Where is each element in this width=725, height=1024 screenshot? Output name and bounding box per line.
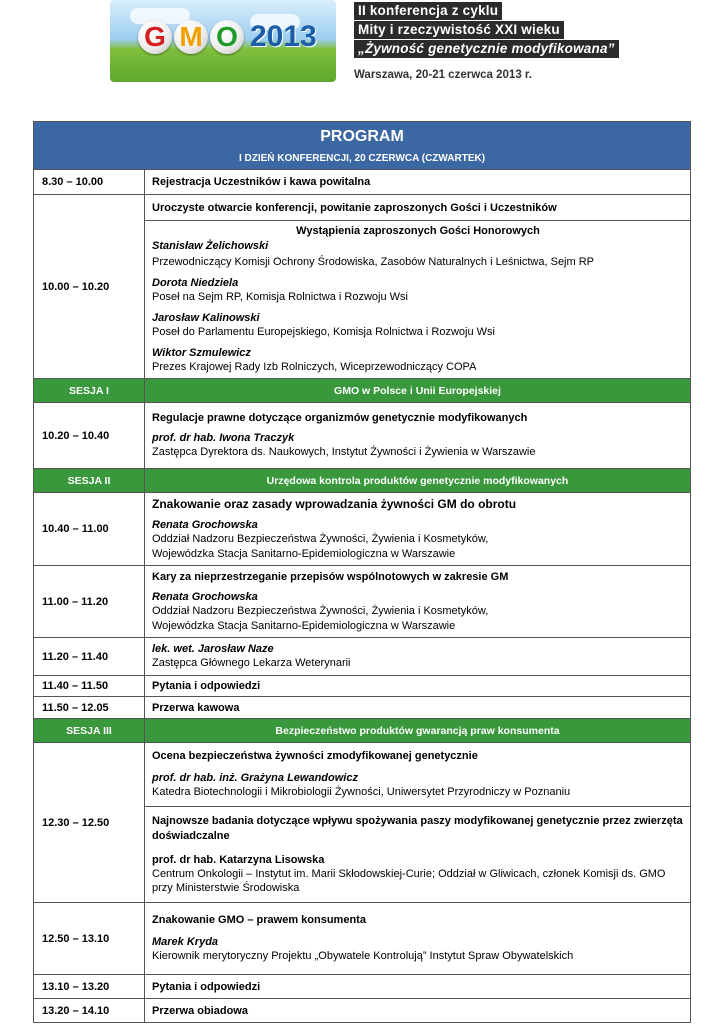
logo-letter-m: M: [174, 20, 208, 54]
speaker-affiliation: Poseł do Parlamentu Europejskiego, Komisja Rolnictwa i Rozwoju Wsi: [152, 326, 495, 338]
time-cell: 11.00 – 11.20: [34, 566, 145, 638]
talk-title: Znakowanie GMO – prawem konsumenta: [152, 914, 366, 926]
speaker-affiliation: Katedra Biotechnologii i Mikrobiologii Żywności, Uniwersytet Przyrodniczy w Poznaniu: [152, 786, 571, 798]
agenda-item: Uroczyste otwarcie konferencji, powitanie zaproszonych Gości i Uczestników: [145, 195, 691, 221]
table-row: [34, 697, 691, 719]
speaker-name: prof. dr hab. Iwona Traczyk: [152, 432, 295, 444]
time-cell: 11.20 – 11.40: [34, 638, 145, 676]
time-cell: 10.40 – 11.00: [34, 493, 145, 566]
talk-title: Znakowanie oraz zasady wprowadzania żywności GM do obrotu: [152, 497, 517, 511]
agenda-item: [145, 221, 691, 379]
session-label: SESJA I: [34, 379, 145, 403]
talk-title: Kary za nieprzestrzeganie przepisów wspólnotowych w zakresie GM: [152, 570, 509, 583]
conference-logo: [110, 0, 336, 82]
table-row: [34, 743, 691, 807]
table-row: [34, 195, 691, 221]
speaker-affiliation: Poseł na Sejm RP, Komisja Rolnictwa i Rozwoju Wsi: [152, 291, 408, 303]
time-cell: 13.20 – 14.10: [34, 999, 145, 1023]
table-row: [34, 403, 691, 469]
header-series: II konferencja z cyklu: [354, 2, 502, 20]
speaker-name: prof. dr hab. Katarzyna Lisowska: [152, 854, 325, 866]
program-day: I DZIEŃ KONFERENCJI, 20 CZERWCA (CZWARTEK): [238, 152, 486, 164]
agenda-item: [145, 638, 691, 676]
table-row: [34, 638, 691, 676]
guests-heading: Wystąpienia zaproszonych Gości Honorowych: [296, 225, 540, 237]
program-table: [33, 121, 691, 1023]
agenda-item: [145, 903, 691, 975]
table-row: [34, 170, 691, 195]
talk-title: Regulacje prawne dotyczące organizmów genetycznie modyfikowanych: [152, 412, 528, 424]
session-label: SESJA III: [34, 719, 145, 743]
session-header: [34, 379, 691, 403]
time-cell: 12.30 – 12.50: [34, 743, 145, 903]
speaker-name: Renata Grochowska: [152, 519, 258, 531]
agenda-item: Pytania i odpowiedzi: [145, 975, 691, 999]
time-cell: 10.00 – 10.20: [34, 195, 145, 379]
agenda-item: Pytania i odpowiedzi: [145, 676, 691, 697]
time-cell: 12.50 – 13.10: [34, 903, 145, 975]
program-title-row: [34, 122, 691, 170]
header-cycle-title: Mity i rzeczywistość XXI wieku: [354, 21, 564, 39]
table-row: [34, 975, 691, 999]
speaker-affiliation: Wojewódzka Stacja Sanitarno-Epidemiologiczna w Warszawie: [152, 548, 456, 560]
header-topic: „Żywność genetycznie modyfikowana”: [354, 40, 619, 58]
logo-letter-g: G: [138, 20, 172, 54]
talk-title: Ocena bezpieczeństwa żywności zmodyfikowanej genetycznie: [152, 750, 478, 762]
speaker-affiliation: Centrum Onkologii – Instytut im. Marii Skłodowskiej-Curie; Oddział w Gliwicach, członek Komisji ds. GMO przy Ministerstwie Środowiska: [152, 868, 666, 894]
speaker-affiliation: Oddział Nadzoru Bezpieczeństwa Żywności, Żywienia i Kosmetyków,: [152, 533, 489, 545]
speaker-affiliation: Oddział Nadzoru Bezpieczeństwa Żywności, Żywienia i Kosmetyków,: [152, 604, 489, 617]
logo-year: 2013: [250, 20, 317, 53]
table-row: [34, 566, 691, 638]
table-row: [34, 493, 691, 566]
speaker-affiliation: Zastępca Dyrektora ds. Naukowych, Instytut Żywności i Żywienia w Warszawie: [152, 446, 536, 458]
speaker-affiliation: Prezes Krajowej Rady Izb Rolniczych, Wiceprzewodniczący COPA: [152, 361, 477, 373]
session-title: Bezpieczeństwo produktów gwarancją praw konsumenta: [145, 719, 691, 743]
talk-title: Najnowsze badania dotyczące wpływu spożywania paszy modyfikowanej genetycznie przez zwierzęta doświadczalne: [152, 815, 683, 842]
logo-wordmark: [138, 20, 317, 54]
agenda-item: Przerwa obiadowa: [145, 999, 691, 1023]
time-cell: 10.20 – 10.40: [34, 403, 145, 469]
time-cell: 8.30 – 10.00: [34, 170, 145, 195]
speaker-name: Renata Grochowska: [152, 590, 258, 603]
conference-header: [354, 2, 714, 81]
logo-letter-o: O: [210, 20, 244, 54]
speaker-name: prof. dr hab. inż. Grażyna Lewandowicz: [152, 772, 358, 784]
speaker-affiliation: Kierownik merytoryczny Projektu „Obywatele Kontrolują” Instytut Spraw Obywatelskich: [152, 950, 574, 962]
session-header: [34, 719, 691, 743]
session-title: Urzędowa kontrola produktów genetycznie modyfikowanych: [145, 469, 691, 493]
agenda-item: [145, 807, 691, 903]
speaker-name: Wiktor Szmulewicz: [152, 347, 251, 359]
time-cell: 11.40 – 11.50: [34, 676, 145, 697]
agenda-item: Rejestracja Uczestników i kawa powitalna: [145, 170, 691, 195]
speaker-affiliation: Wojewódzka Stacja Sanitarno-Epidemiologiczna w Warszawie: [152, 619, 456, 632]
speaker-name: lek. wet. Jarosław Naze: [152, 643, 274, 655]
header-date: Warszawa, 20-21 czerwca 2013 r.: [354, 69, 532, 81]
program-title: PROGRAM: [320, 127, 404, 145]
speaker-affiliation: Przewodniczący Komisji Ochrony Środowiska, Zasobów Naturalnych i Leśnictwa, Sejm RP: [152, 256, 595, 268]
agenda-item: [145, 566, 691, 638]
time-cell: 13.10 – 13.20: [34, 975, 145, 999]
session-title: GMO w Polsce i Unii Europejskiej: [145, 379, 691, 403]
table-row: [34, 676, 691, 697]
agenda-item: [145, 403, 691, 469]
speaker-affiliation: Zastępca Głównego Lekarza Weterynarii: [152, 657, 351, 669]
session-label: SESJA II: [34, 469, 145, 493]
agenda-item: [145, 493, 691, 566]
table-row: [34, 999, 691, 1023]
agenda-item: Przerwa kawowa: [145, 697, 691, 719]
time-cell: 11.50 – 12.05: [34, 697, 145, 719]
speaker-name: Marek Kryda: [152, 936, 219, 948]
speaker-name: Stanisław Żelichowski: [152, 240, 269, 252]
speaker-name: Dorota Niedziela: [152, 277, 239, 289]
session-header: [34, 469, 691, 493]
table-row: [34, 903, 691, 975]
agenda-item: [145, 743, 691, 807]
speaker-name: Jarosław Kalinowski: [152, 312, 260, 324]
